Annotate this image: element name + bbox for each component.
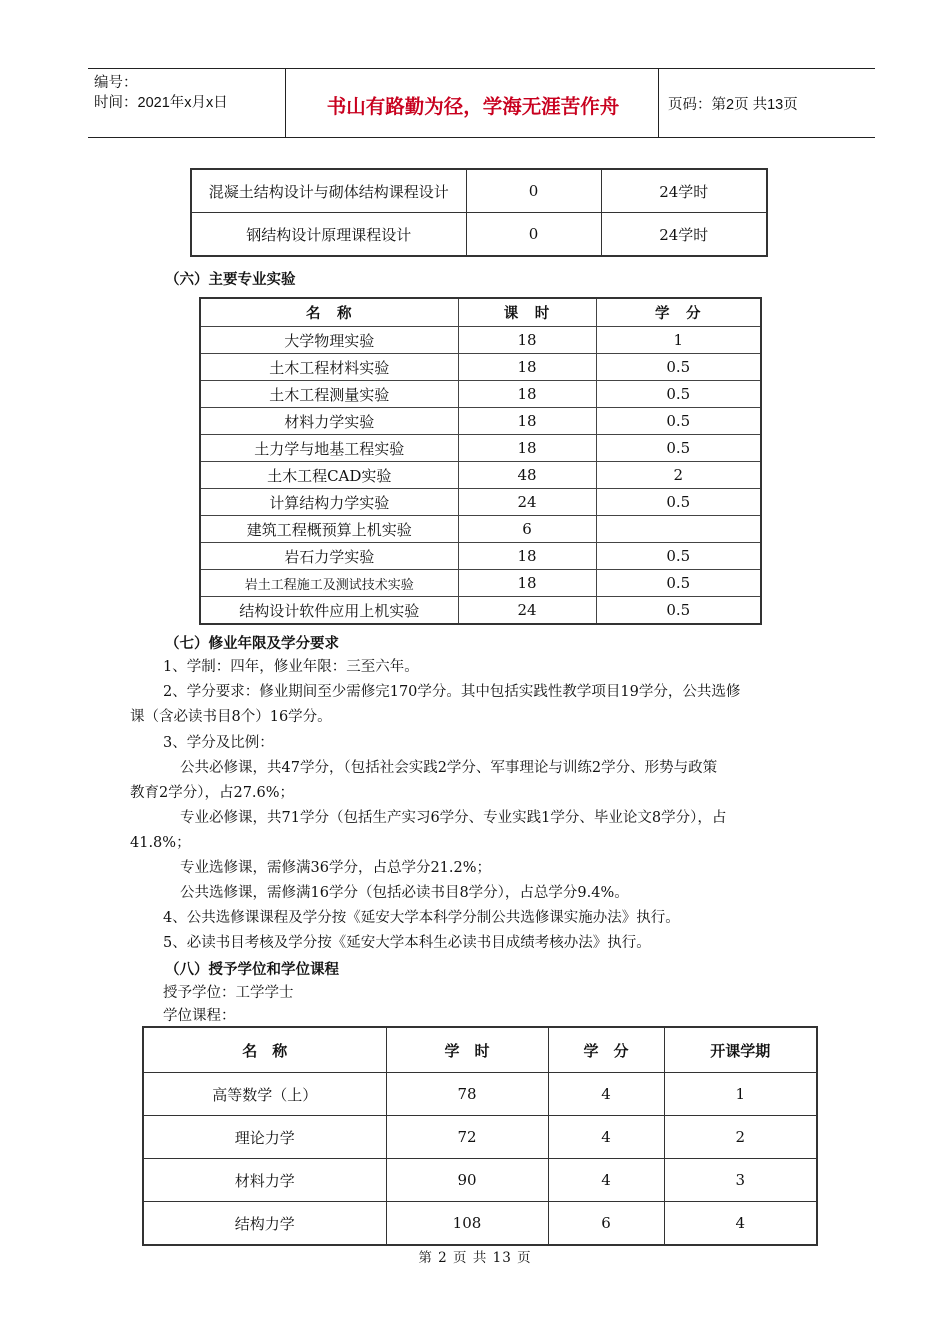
experiment-hours: 18 — [458, 543, 596, 570]
experiment-name: 土木工程测量实验 — [200, 381, 458, 408]
column-header-semester: 开课学期 — [664, 1027, 817, 1073]
degree-courses-label: 学位课程： — [163, 1008, 236, 1024]
paragraph: 41.8%； — [130, 835, 191, 851]
degree-course-credit: 4 — [548, 1116, 664, 1159]
experiment-credit: 0.5 — [596, 570, 761, 597]
experiment-credit: 1 — [596, 327, 761, 354]
header-divider — [658, 69, 659, 137]
experiment-hours: 18 — [458, 381, 596, 408]
experiment-credit: 2 — [596, 462, 761, 489]
degree-course-semester: 4 — [664, 1202, 817, 1246]
serial-label: 编号： — [94, 75, 138, 91]
experiment-hours: 24 — [458, 489, 596, 516]
table-row — [200, 327, 761, 354]
column-header-name: 名 称 — [200, 298, 458, 327]
experiment-credit: 0.5 — [596, 435, 761, 462]
paragraph: 2、学分要求：修业期间至少需修完170学分。其中包括实践性教学项目19学分，公共选修 — [163, 684, 741, 700]
experiment-hours: 18 — [458, 327, 596, 354]
table-row — [200, 570, 761, 597]
page-footer: 第 2 页 共 13 页 — [418, 1250, 532, 1266]
header-divider — [285, 69, 286, 137]
experiment-name: 土木工程材料实验 — [200, 354, 458, 381]
experiment-hours: 6 — [458, 516, 596, 543]
experiment-name: 材料力学实验 — [200, 408, 458, 435]
experiments-table — [199, 297, 762, 625]
experiment-credit: 0.5 — [596, 408, 761, 435]
course-name: 混凝土结构设计与砌体结构课程设计 — [191, 169, 466, 213]
table-row — [200, 597, 761, 625]
column-header-name: 名 称 — [143, 1027, 386, 1073]
paragraph: 专业选修课，需修满36学分，占总学分21.2%； — [180, 860, 492, 876]
experiment-hours: 24 — [458, 597, 596, 625]
degree-course-table — [142, 1026, 818, 1246]
section-6-title: （六）主要专业实验 — [165, 272, 296, 288]
column-header-hours: 课 时 — [458, 298, 596, 327]
column-header-hours: 学 时 — [386, 1027, 548, 1073]
course-hours: 24学时 — [601, 213, 767, 257]
experiment-hours: 18 — [458, 435, 596, 462]
table-row — [200, 435, 761, 462]
paragraph: 1、学制：四年，修业年限：三至六年。 — [163, 659, 419, 675]
degree-course-name: 高等数学（上） — [143, 1073, 386, 1116]
degree-course-hours: 72 — [386, 1116, 548, 1159]
experiment-credit: 0.5 — [596, 543, 761, 570]
degree-course-credit: 4 — [548, 1159, 664, 1202]
experiment-hours: 18 — [458, 408, 596, 435]
table-row — [143, 1159, 817, 1202]
degree-course-hours: 90 — [386, 1159, 548, 1202]
course-credit: 0 — [466, 213, 601, 257]
header-page-info: 页码：第2页 共13页 — [668, 97, 798, 113]
date-label: 时间：2021年x月x日 — [94, 95, 228, 111]
degree-course-credit: 4 — [548, 1073, 664, 1116]
experiment-name: 岩石力学实验 — [200, 543, 458, 570]
paragraph: 教育2学分），占27.6%； — [130, 785, 295, 801]
table-row — [200, 381, 761, 408]
degree-course-credit: 6 — [548, 1202, 664, 1246]
degree-course-semester: 1 — [664, 1073, 817, 1116]
paragraph: 4、公共选修课课程及学分按《延安大学本科学分制公共选修课实施办法》执行。 — [163, 910, 680, 926]
degree-course-name: 材料力学 — [143, 1159, 386, 1202]
table-row — [143, 1202, 817, 1246]
experiment-name: 土力学与地基工程实验 — [200, 435, 458, 462]
paragraph: 课（含必读书目8个）16学分。 — [130, 709, 332, 725]
column-header-credit: 学 分 — [548, 1027, 664, 1073]
experiment-name: 大学物理实验 — [200, 327, 458, 354]
paragraph: 公共必修课，共47学分，（包括社会实践2学分、军事理论与训练2学分、形势与政策 — [180, 760, 718, 776]
table-header-row — [200, 298, 761, 327]
paragraph: 专业必修课，共71学分（包括生产实习6学分、专业实践1学分、毕业论文8学分），占 — [180, 810, 727, 826]
experiment-credit: 0.5 — [596, 597, 761, 625]
course-credit: 0 — [466, 169, 601, 213]
table-row — [200, 408, 761, 435]
table-row — [143, 1073, 817, 1116]
paragraph: 公共选修课，需修满16学分（包括必读书目8学分），占总学分9.4%。 — [180, 885, 629, 901]
table-header-row — [143, 1027, 817, 1073]
table-row — [200, 543, 761, 570]
table-row — [200, 354, 761, 381]
degree-course-name: 结构力学 — [143, 1202, 386, 1246]
course-name: 钢结构设计原理课程设计 — [191, 213, 466, 257]
header-motto: 书山有路勤为径，学海无涯苦作舟 — [326, 95, 620, 118]
experiment-credit: 0.5 — [596, 354, 761, 381]
experiment-credit: 0.5 — [596, 381, 761, 408]
degree-course-name: 理论力学 — [143, 1116, 386, 1159]
experiment-hours: 18 — [458, 570, 596, 597]
experiment-name: 岩土工程施工及测试技术实验 — [200, 570, 458, 597]
degree-course-semester: 2 — [664, 1116, 817, 1159]
degree-course-hours: 108 — [386, 1202, 548, 1246]
experiment-name: 建筑工程概预算上机实验 — [200, 516, 458, 543]
experiment-credit: 0.5 — [596, 489, 761, 516]
degree-line: 授予学位：工学学士 — [163, 985, 294, 1001]
experiment-credit — [596, 516, 761, 543]
table-row — [200, 489, 761, 516]
degree-course-hours: 78 — [386, 1073, 548, 1116]
experiment-name: 土木工程CAD实验 — [200, 462, 458, 489]
table-row — [143, 1116, 817, 1159]
table-row — [191, 213, 767, 257]
table-row — [200, 462, 761, 489]
table-row — [200, 516, 761, 543]
header-meta — [94, 73, 228, 113]
column-header-credit: 学 分 — [596, 298, 761, 327]
table-row — [191, 169, 767, 213]
paragraph: 3、学分及比例： — [163, 735, 274, 751]
experiment-hours: 18 — [458, 354, 596, 381]
experiment-hours: 48 — [458, 462, 596, 489]
course-hours: 24学时 — [601, 169, 767, 213]
experiment-name: 计算结构力学实验 — [200, 489, 458, 516]
paragraph: 5、必读书目考核及学分按《延安大学本科生必读书目成绩考核办法》执行。 — [163, 935, 651, 951]
degree-course-semester: 3 — [664, 1159, 817, 1202]
page-header — [88, 68, 875, 138]
design-course-table — [190, 168, 768, 257]
section-7-title: （七）修业年限及学分要求 — [165, 636, 339, 652]
experiment-name: 结构设计软件应用上机实验 — [200, 597, 458, 625]
section-8-title: （八）授予学位和学位课程 — [165, 962, 339, 978]
